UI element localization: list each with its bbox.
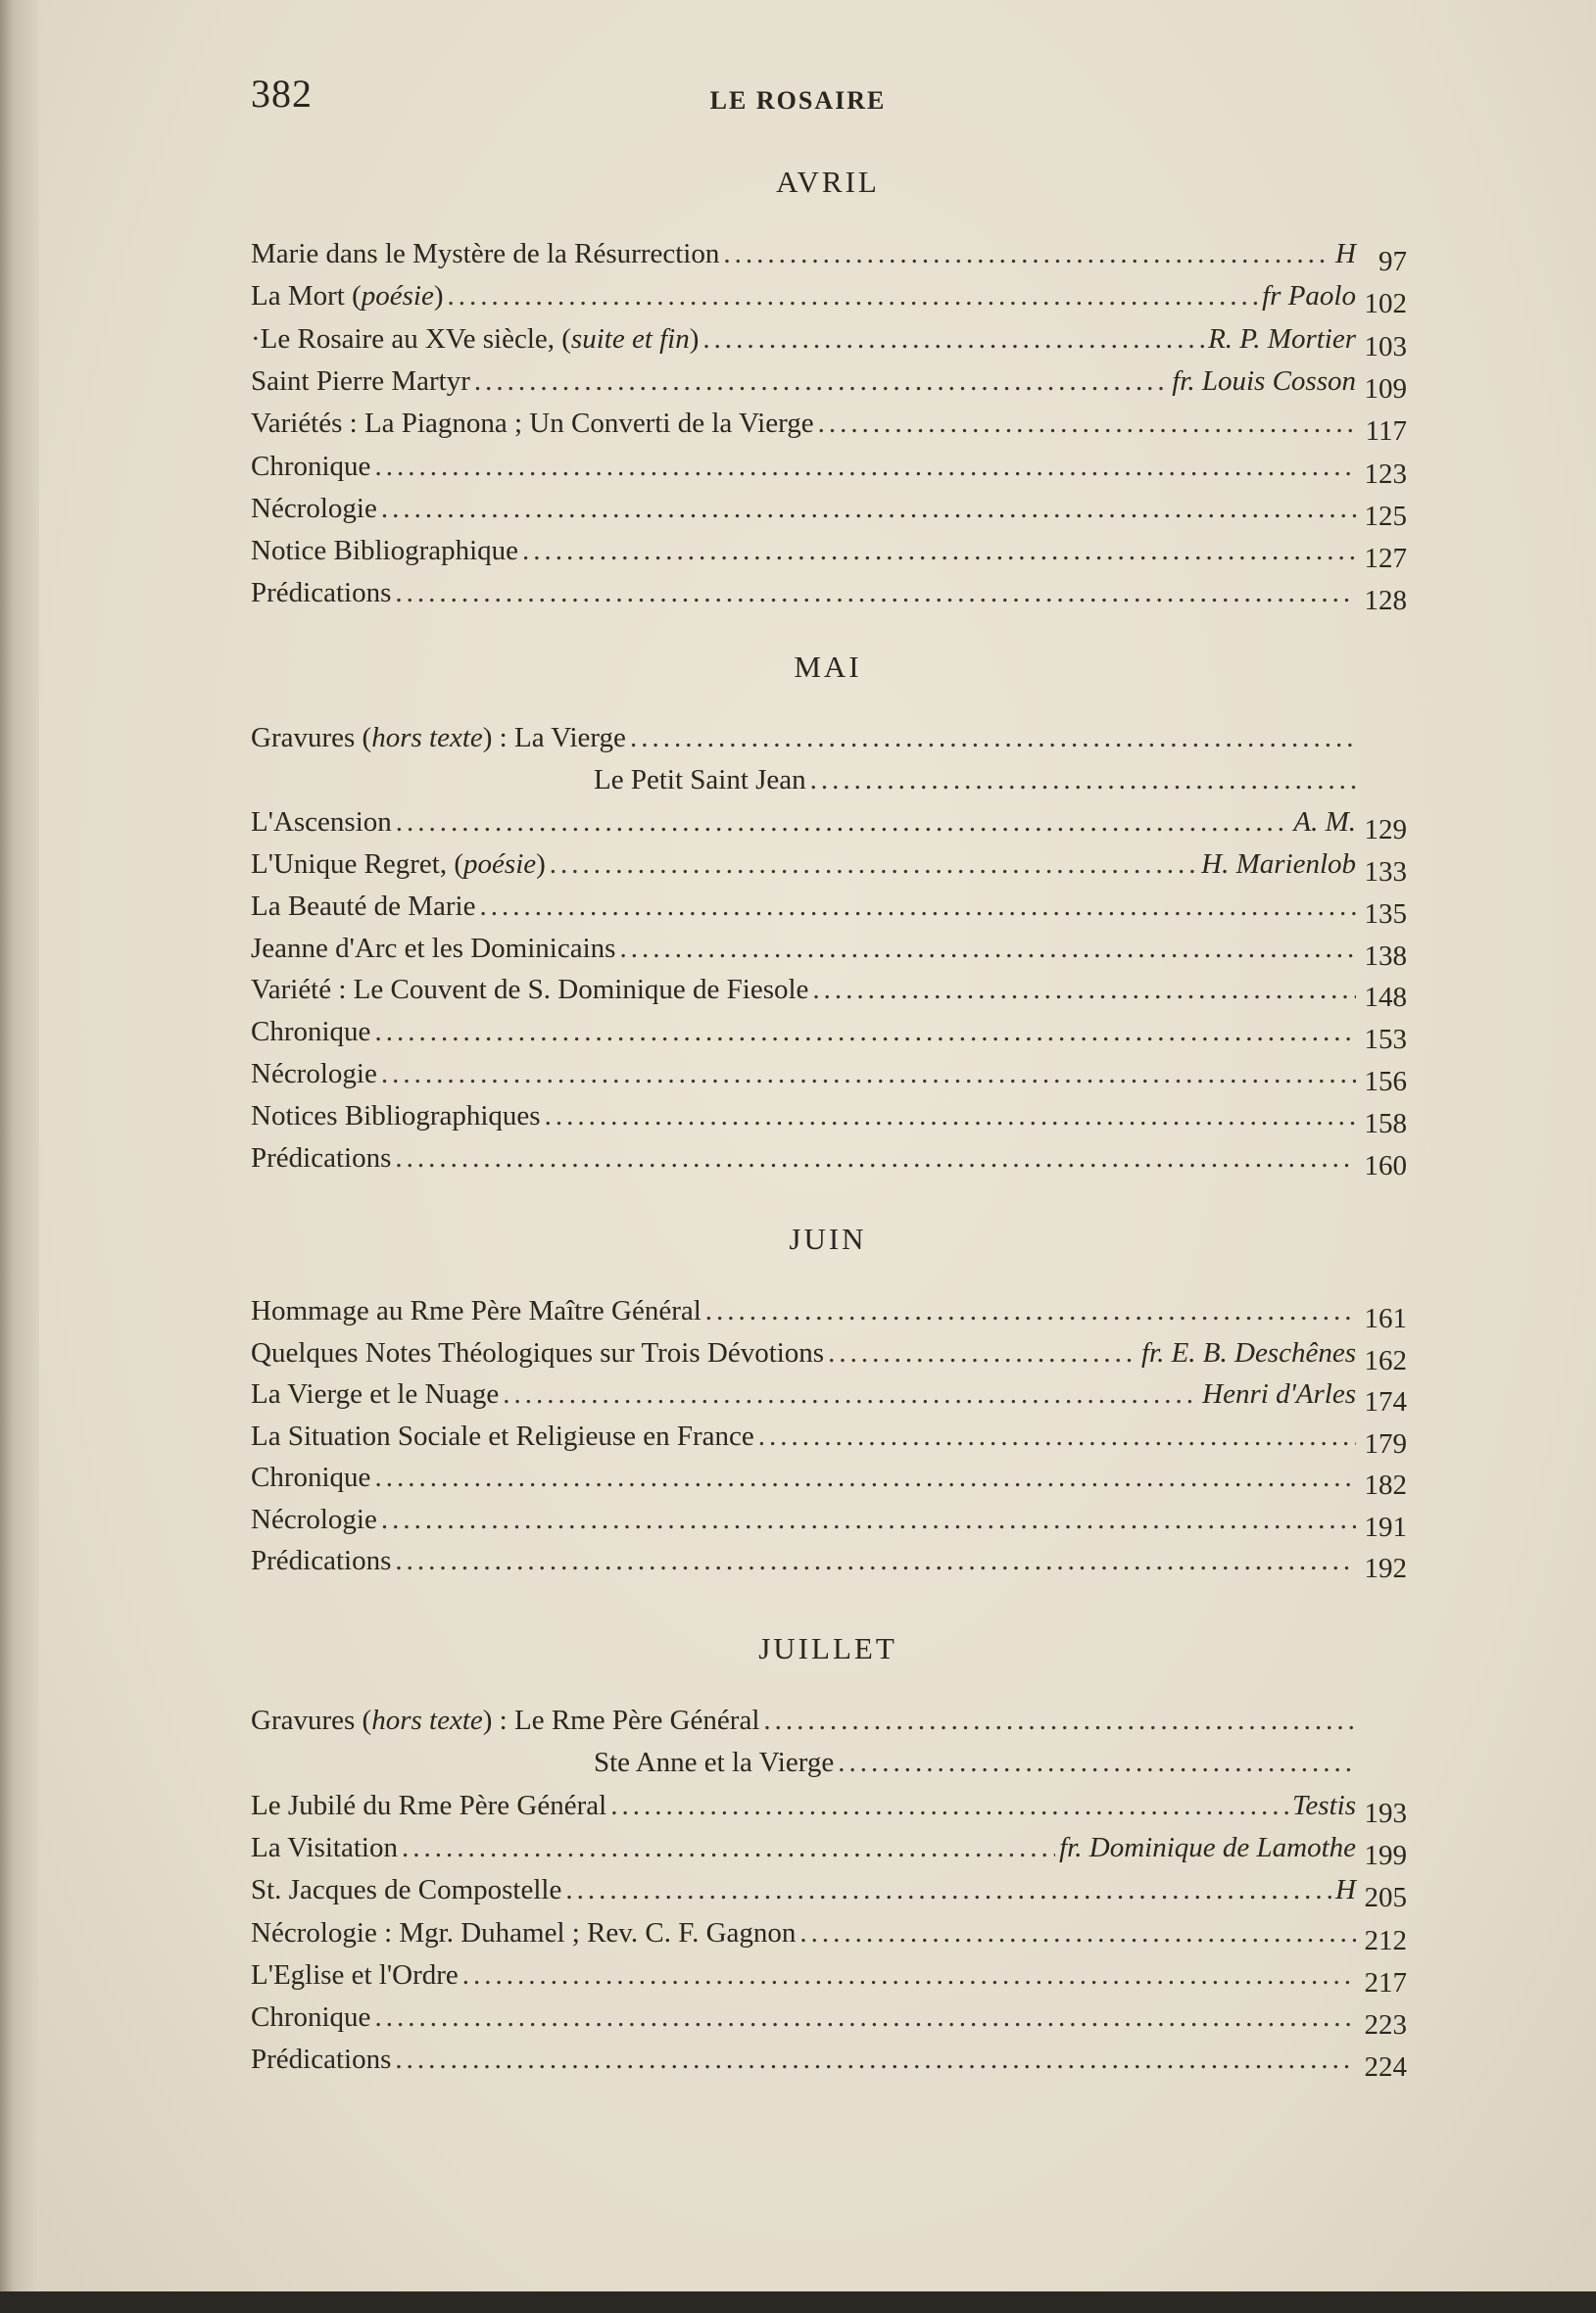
entry-page-number: 138 [1364, 940, 1407, 972]
toc-entry [251, 535, 1407, 576]
toc-entry [251, 1705, 1407, 1746]
entry-page-number: 160 [1364, 1150, 1407, 1181]
entry-author: R. P. Mortier [1208, 323, 1356, 355]
dot-leader [619, 933, 1356, 965]
entry-title-text: St. Jacques de Compostelle [251, 1874, 562, 1905]
section-title: JUIN [789, 1222, 867, 1256]
entry-title [251, 1058, 377, 1090]
entry-page-number: 135 [1364, 898, 1407, 930]
entry-author: H [1335, 1874, 1356, 1905]
entry-title [594, 1747, 834, 1779]
entry-title [251, 1790, 606, 1822]
dot-leader [395, 577, 1356, 609]
toc-entry [251, 1016, 1407, 1057]
entry-title [251, 1874, 561, 1906]
entry-page-number: 179 [1364, 1428, 1407, 1460]
entry-page-number: 224 [1364, 2051, 1407, 2083]
entry-title [251, 1462, 370, 1494]
entry-author: Henri d'Arles [1202, 1378, 1356, 1410]
entry-title-suffix: ) : Le Rme Père Général [482, 1705, 760, 1736]
entry-title-text: Chronique [251, 451, 371, 482]
entry-page-number: 128 [1364, 585, 1407, 616]
entry-page-number: 162 [1364, 1345, 1407, 1376]
entry-title [251, 1959, 459, 1992]
entry-author: fr. E. B. Deschênes [1140, 1337, 1356, 1369]
entry-page-number: 199 [1364, 1840, 1407, 1871]
dot-leader [395, 1142, 1356, 1175]
entry-author: fr. Louis Cosson [1172, 365, 1356, 397]
dot-leader [723, 238, 1331, 270]
entry-title-text: Notices Bibliographiques [251, 1100, 541, 1132]
entry-page-number: 161 [1364, 1303, 1407, 1334]
entry-title-text: L'Eglise et l'Ordre [251, 1959, 459, 1991]
entry-title-text: Variétés : La Piagnona ; Un Converti de la Vierge [251, 408, 814, 439]
dot-leader [374, 451, 1356, 483]
toc-entry [251, 1790, 1407, 1831]
entry-title [251, 1142, 391, 1175]
entry-page-number: 123 [1364, 458, 1407, 490]
toc-entry [251, 764, 1407, 805]
dot-leader [630, 722, 1356, 754]
entry-title-text: Chronique [251, 1016, 371, 1047]
entry-title-text: Gravures ( [251, 722, 372, 753]
entry-title [594, 764, 806, 796]
entry-title-text: ·Le Rosaire au XVe siècle, ( [251, 323, 571, 355]
dot-leader [374, 1016, 1356, 1048]
entry-title [251, 1100, 541, 1132]
toc-entry [251, 1959, 1407, 2000]
toc-entry [251, 806, 1407, 847]
entry-page-number: 102 [1364, 288, 1407, 319]
dot-leader [396, 806, 1290, 839]
entry-title [251, 1016, 370, 1048]
entry-page-number: 174 [1364, 1386, 1407, 1418]
entry-author: H. Marienlob [1201, 848, 1356, 880]
entry-title-text: Variété : Le Couvent de S. Dominique de Fiesole [251, 974, 809, 1005]
entry-title [251, 2044, 391, 2076]
toc-entry [251, 1832, 1407, 1873]
toc-entry [251, 1462, 1407, 1503]
entry-title-text: Nécrologie [251, 493, 377, 524]
entry-title-text: Nécrologie [251, 1058, 377, 1089]
toc-entry [251, 891, 1407, 932]
entry-page-number: 109 [1364, 373, 1407, 405]
scan-bottom-border [0, 2291, 1596, 2313]
dot-leader [610, 1790, 1288, 1822]
toc-entry [251, 1747, 1407, 1788]
dot-leader [812, 974, 1356, 1006]
toc-entry [251, 1421, 1407, 1462]
entry-page-number: 158 [1364, 1108, 1407, 1139]
dot-leader [705, 1295, 1356, 1327]
entry-page-number: 127 [1364, 543, 1407, 574]
toc-entry [251, 1378, 1407, 1420]
dot-leader [838, 1747, 1356, 1779]
entry-title-suffix: ) [536, 848, 546, 880]
entry-title [251, 891, 475, 923]
entry-title [251, 1545, 391, 1577]
dot-leader [462, 1959, 1356, 1992]
entry-page-number: 182 [1364, 1470, 1407, 1501]
toc-entry [251, 974, 1407, 1015]
entry-title-text: La Situation Sociale et Religieuse en France [251, 1421, 754, 1452]
dot-leader [395, 1545, 1356, 1577]
page-number: 382 [251, 72, 313, 116]
dot-leader [448, 280, 1259, 313]
entry-title [251, 451, 370, 483]
toc-entry [251, 722, 1407, 763]
entry-page-number: 205 [1364, 1882, 1407, 1913]
entry-title [251, 1705, 759, 1737]
entry-author: H [1335, 238, 1356, 269]
toc-entry [251, 1545, 1407, 1586]
toc-entry [251, 280, 1407, 321]
entry-title-text: La Mort ( [251, 280, 362, 312]
entry-page-number: 191 [1364, 1512, 1407, 1543]
entry-page-number: 217 [1364, 1967, 1407, 1999]
entry-title [251, 722, 626, 754]
toc-entry [251, 2001, 1407, 2043]
entry-title [251, 577, 391, 609]
entry-title-text: Hommage au Rme Père Maître Général [251, 1295, 701, 1326]
entry-page-number: 117 [1365, 415, 1407, 447]
entry-title [251, 933, 615, 965]
entry-title [251, 806, 392, 839]
entry-author: Testis [1291, 1790, 1356, 1821]
entry-title-text: Le Jubilé du Rme Père Général [251, 1790, 607, 1821]
entry-title-text: Gravures ( [251, 1705, 372, 1736]
dot-leader [758, 1421, 1356, 1453]
dot-leader [402, 1832, 1055, 1864]
section-title: MAI [794, 650, 862, 684]
entry-title-text: Le Petit Saint Jean [594, 764, 806, 795]
entry-title-suffix: ) [433, 280, 444, 312]
entry-page-number: 193 [1364, 1798, 1407, 1829]
entry-title-text: Saint Pierre Martyr [251, 365, 470, 397]
entry-title [251, 238, 719, 270]
dot-leader [381, 1058, 1356, 1090]
entry-title-text: Chronique [251, 1462, 371, 1493]
toc-entry [251, 408, 1407, 449]
toc-entry [251, 1058, 1407, 1099]
entry-title-text: La Beauté de Marie [251, 891, 476, 922]
toc-entry [251, 1917, 1407, 1958]
entry-page-number: 153 [1364, 1024, 1407, 1055]
entry-title-text: Marie dans le Mystère de la Résurrection [251, 238, 720, 269]
dot-leader [702, 323, 1204, 356]
dot-leader [828, 1337, 1137, 1370]
toc-entry [251, 238, 1407, 279]
entry-title [251, 535, 518, 567]
section-title: AVRIL [776, 165, 880, 199]
entry-title [251, 1917, 796, 1950]
entry-title-text: Prédications [251, 2044, 392, 2075]
entry-title [251, 1295, 701, 1327]
entry-page-number: 129 [1364, 814, 1407, 845]
toc-entry [251, 2044, 1407, 2085]
entry-title-suffix: ) [689, 323, 700, 355]
dot-leader [763, 1705, 1356, 1737]
toc-entry [251, 1295, 1407, 1336]
entry-title [251, 1832, 398, 1864]
toc-entry [251, 365, 1407, 407]
entry-page-number: 192 [1364, 1553, 1407, 1584]
entry-title-text: Nécrologie : Mgr. Duhamel ; Rev. C. F. Gagnon [251, 1917, 797, 1949]
dot-leader [545, 1100, 1356, 1132]
entry-title-text: La Vierge et le Nuage [251, 1378, 500, 1410]
dot-leader [479, 891, 1356, 923]
entry-title-text: L'Unique Regret, ( [251, 848, 464, 880]
entry-page-number: 156 [1364, 1066, 1407, 1097]
entry-title [251, 323, 699, 356]
entry-title [251, 1337, 824, 1370]
page-gutter-edge [0, 0, 39, 2313]
entry-title-suffix: ) : La Vierge [482, 722, 626, 753]
dot-leader [799, 1917, 1356, 1950]
entry-title [251, 280, 444, 313]
entry-title [251, 493, 377, 525]
entry-title-italic: poésie [361, 280, 434, 312]
toc-entry [251, 323, 1407, 364]
toc-entry [251, 493, 1407, 534]
toc-entry [251, 1504, 1407, 1545]
entry-title-text: Chronique [251, 2001, 371, 2033]
entry-title-text: Ste Anne et la Vierge [594, 1747, 835, 1778]
dot-leader [374, 1462, 1356, 1494]
entry-title [251, 848, 546, 881]
entry-page-number: 133 [1364, 856, 1407, 888]
dot-leader [381, 493, 1356, 525]
entry-author: A. M. [1293, 806, 1356, 838]
running-title: LE ROSAIRE [709, 86, 887, 115]
entry-title [251, 365, 470, 398]
entry-title-text: Quelques Notes Théologiques sur Trois Dévotions [251, 1337, 825, 1369]
entry-title [251, 1378, 499, 1411]
entry-author: fr Paolo [1262, 280, 1356, 312]
dot-leader [374, 2001, 1356, 2034]
entry-title-text: Notice Bibliographique [251, 535, 519, 566]
entry-title-text: Prédications [251, 577, 392, 608]
toc-entry [251, 1142, 1407, 1183]
toc-entry [251, 848, 1407, 890]
entry-title-text: L'Ascension [251, 806, 392, 838]
entry-title-text: Jeanne d'Arc et les Dominicains [251, 933, 616, 964]
entry-page-number: 103 [1364, 331, 1407, 362]
entry-title [251, 408, 814, 440]
entry-title-italic: hors texte [371, 722, 483, 753]
toc-entry [251, 1337, 1407, 1378]
toc-entry [251, 577, 1407, 618]
entry-title [251, 2001, 370, 2034]
dot-leader [381, 1504, 1356, 1536]
entry-title-italic: hors texte [371, 1705, 483, 1736]
entry-page-number: 223 [1364, 2009, 1407, 2041]
entry-title-text: Prédications [251, 1142, 392, 1174]
dot-leader [503, 1378, 1198, 1411]
entry-author: fr. Dominique de Lamothe [1059, 1832, 1356, 1863]
dot-leader [474, 365, 1168, 398]
dot-leader [550, 848, 1197, 881]
entry-page-number: 125 [1364, 501, 1407, 532]
entry-page-number: 212 [1364, 1925, 1407, 1956]
entry-page-number: 148 [1364, 982, 1407, 1013]
section-title: JUILLET [758, 1631, 897, 1665]
toc-entry [251, 451, 1407, 492]
dot-leader [810, 764, 1356, 796]
entry-title-italic: poésie [463, 848, 537, 880]
toc-entry [251, 933, 1407, 974]
entry-page-number: 97 [1378, 246, 1407, 277]
entry-title [251, 1504, 377, 1536]
entry-title [251, 1421, 754, 1453]
toc-entry [251, 1874, 1407, 1915]
entry-title-italic: suite et fin [570, 323, 690, 355]
toc-entry [251, 1100, 1407, 1141]
entry-title-text: Nécrologie [251, 1504, 377, 1535]
dot-leader [565, 1874, 1331, 1906]
entry-title-text: La Visitation [251, 1832, 398, 1863]
entry-title [251, 974, 808, 1006]
dot-leader [522, 535, 1356, 567]
dot-leader [395, 2044, 1356, 2076]
entry-title-text: Prédications [251, 1545, 392, 1576]
dot-leader [818, 408, 1356, 440]
